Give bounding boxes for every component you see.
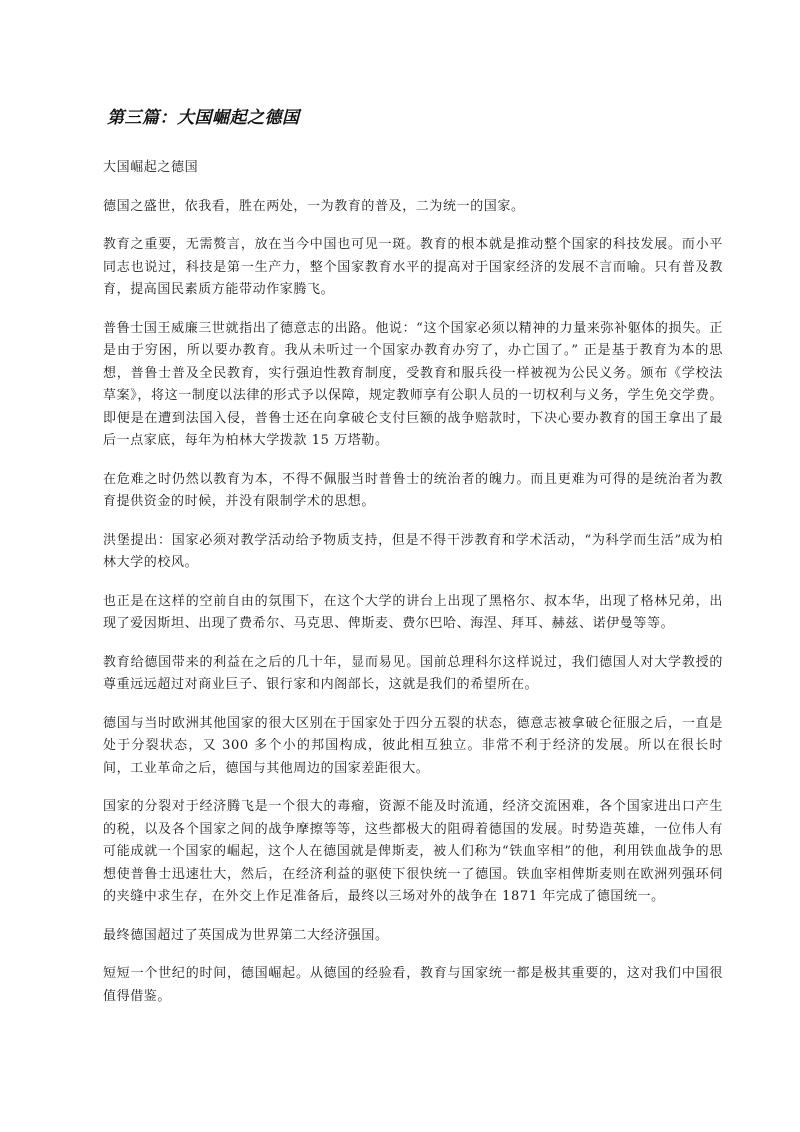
paragraph-9: 国家的分裂对于经济腾飞是一个很大的毒瘤，资源不能及时流通，经济交流困难，各个国家进出口产生的税，以及各个国家之间的战争摩擦等等，这些都极大的阻碍着德国的发展。时势造英雄，一位伟人有可能成就一个国家的崛起，这个人在德国就是俾斯麦，被人们称为“铁血宰相”的他，利用铁血战争的思想使普鲁士迅速壮大，然后，在经济利益的驱使下很快统一了德国。铁血宰相俾斯麦则在欧洲列强环伺的夹缝中求生存，在外交上作足准备后，最终以三场对外的战争在 1871 年完成了德国统一。 — [103, 799, 723, 904]
paragraph-6: 也正是在这样的空前自由的氛围下，在这个大学的讲台上出现了黑格尔、叔本华，出现了格林兄弟，出现了爱因斯坦、出现了费希尔、马克思、俾斯麦、费尔巴哈、海涅、拜耳、赫兹、诺伊曼等等。 — [103, 593, 723, 631]
paragraph-11: 短短一个世纪的时间，德国崛起。从德国的经验看，教育与国家统一都是极其重要的，这对我们中国很值得借鉴。 — [103, 966, 723, 1004]
paragraph-2: 教育之重要，无需赘言，放在当今中国也可见一斑。教育的根本就是推动整个国家的科技发展。而小平同志也说过，科技是第一生产力，整个国家教育水平的提高对于国家经济的发展不言而喻。只有普及教育，提高国民素质方能带动作家腾飞。 — [103, 237, 723, 297]
paragraph-4: 在危难之时仍然以教育为本，不得不佩服当时普鲁士的统治者的魄力。而且更难为可得的是统治者为教育提供资金的时候，并没有限制学术的思想。 — [103, 471, 723, 509]
document-body — [103, 157, 723, 1024]
paragraph-3: 普鲁士国王威廉三世就指出了德意志的出路。他说：“这个国家必须以精神的力量来弥补躯体的损失。正是由于穷困，所以要办教育。我从未听过一个国家办教育办穷了，办亡国了。” 正是基于教育为本的思想，普鲁士普及全民教育，实行强迫性教育制度，受教育和服兵役一样被视为公民义务。颁布《学校法草案》，将这一制度以法律的形式予以保障，规定教师享有公职人员的一切权利与义务，学生免交学费。即便是在遭到法国入侵，普鲁士还在向拿破仑支付巨额的战争赔款时，下决心要办教育的国王拿出了最后一点家底，每年为柏林大学拨款 15 万塔勒。 — [103, 320, 723, 448]
paragraph-5: 洪堡提出：国家必须对教学活动给予物质支持，但是不得干涉教育和学术活动，“为科学而生活”成为柏林大学的校风。 — [103, 532, 723, 570]
paragraph-8: 德国与当时欧洲其他国家的很大区别在于国家处于四分五裂的状态，德意志被拿破仑征服之后，一直是处于分裂状态，又 300 多个小的邦国构成，彼此相互独立。非常不利于经济的发展。所以在很长时间，工业革命之后，德国与其他周边的国家差距很大。 — [103, 715, 723, 776]
paragraph-10: 最终德国超过了英国成为世界第二大经济强国。 — [103, 927, 389, 943]
document-title: 第三篇：大国崛起之德国 — [107, 108, 300, 128]
paragraph-7: 教育给德国带来的利益在之后的几十年，显而易见。国前总理科尔这样说过，我们德国人对大学教授的尊重远远超过对商业巨子、银行家和内阁部长，这就是我们的希望所在。 — [103, 654, 723, 692]
paragraph-1: 德国之盛世，依我看，胜在两处，一为教育的普及，二为统一的国家。 — [103, 198, 525, 214]
paragraph-subtitle: 大国崛起之德国 — [103, 160, 199, 175]
